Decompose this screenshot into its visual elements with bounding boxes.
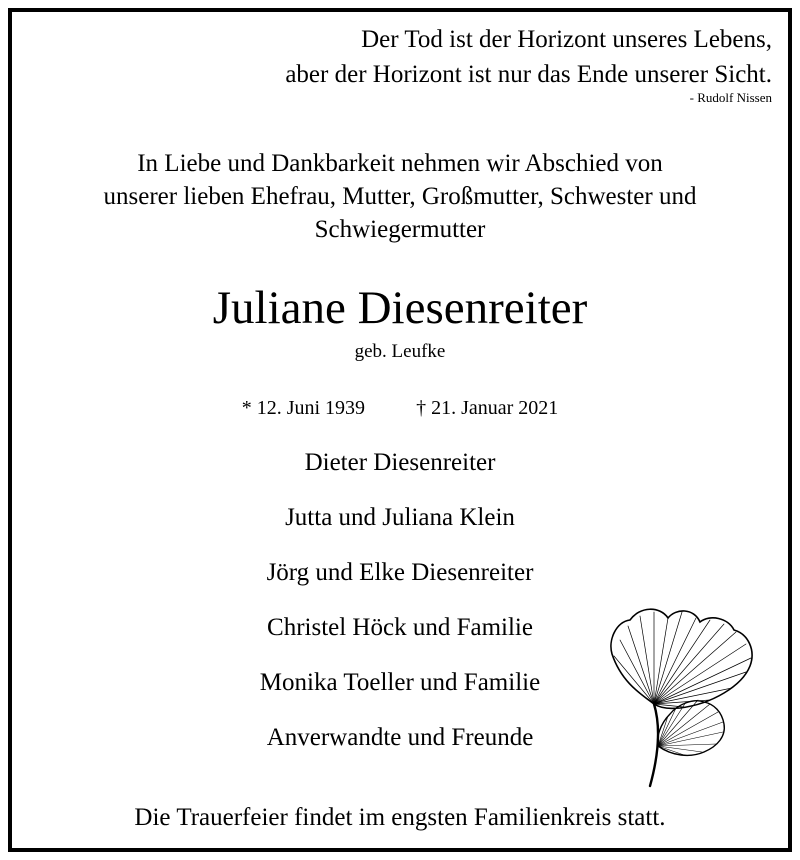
quote-block — [285, 22, 772, 106]
quote-author: - Rudolf Nissen — [689, 90, 772, 105]
ginkgo-leaf-icon — [604, 600, 760, 792]
intro-line-3: Schwiegermutter — [314, 216, 486, 243]
birth-date: * 12. Juni 1939 — [241, 397, 366, 419]
quote-line-2: aber der Horizont ist nur das Ende unserer Sicht. — [285, 61, 772, 88]
intro-text — [0, 147, 800, 246]
intro-line-1: In Liebe und Dankbarkeit nehmen wir Abschied von — [137, 150, 663, 177]
mourner-item: Monika Toeller und Familie — [259, 669, 541, 696]
deceased-name: Juliane Diesenreiter — [212, 282, 588, 334]
mourner-item: Christel Höck und Familie — [267, 614, 533, 641]
mourner-item: Jutta und Juliana Klein — [285, 504, 515, 531]
ceremony-note: Die Trauerfeier findet im engsten Familienkreis statt. — [134, 804, 666, 831]
deceased-born-name: geb. Leufke — [354, 341, 446, 362]
mourner-item: Dieter Diesenreiter — [304, 449, 496, 476]
quote-line-1: Der Tod ist der Horizont unseres Lebens, — [361, 26, 772, 53]
life-dates — [0, 396, 800, 420]
mourner-item: Jörg und Elke Diesenreiter — [266, 559, 534, 586]
intro-line-2: unserer lieben Ehefrau, Mutter, Großmutter, Schwester und — [103, 183, 697, 210]
death-date: † 21. Januar 2021 — [416, 397, 559, 419]
mourner-item: Anverwandte und Freunde — [266, 724, 534, 751]
